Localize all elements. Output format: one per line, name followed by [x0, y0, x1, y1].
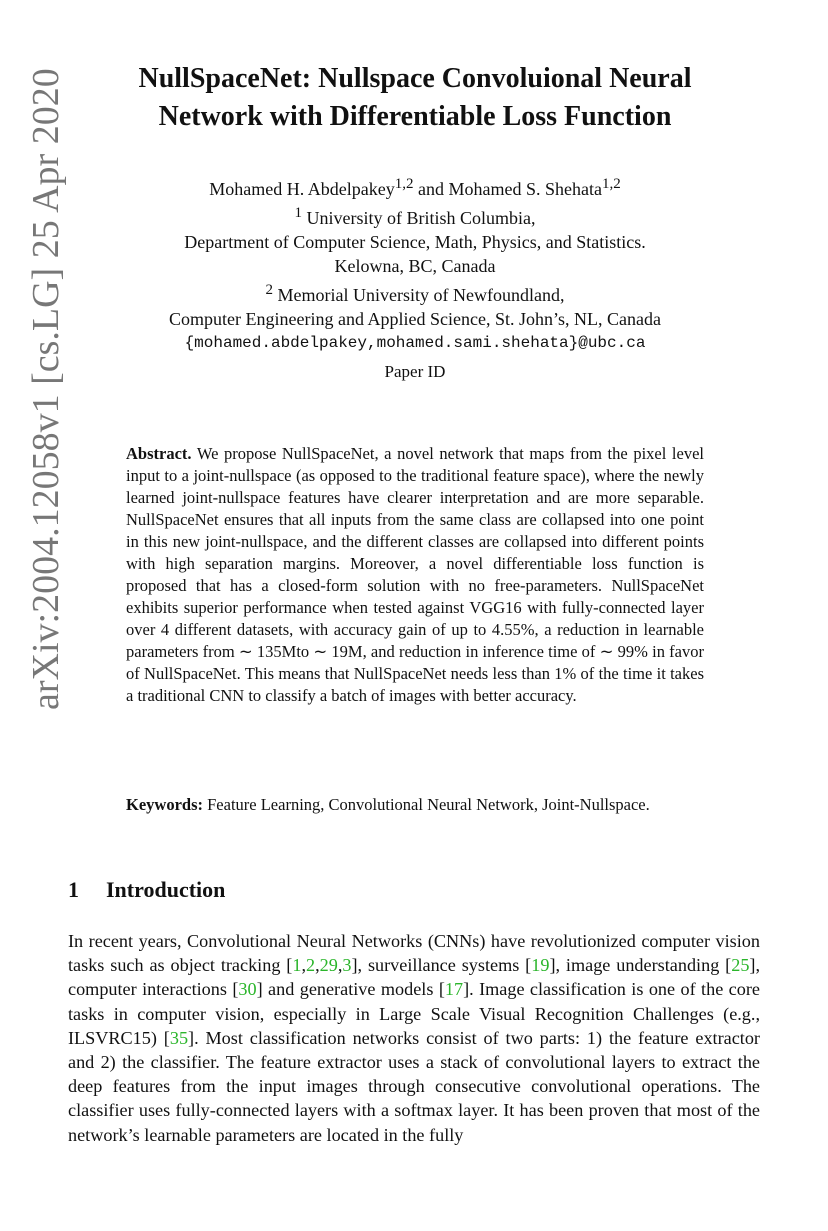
intro-text: ], image understanding [: [549, 955, 732, 976]
affiliation-2: [60, 278, 770, 307]
paper-title: [60, 60, 770, 136]
intro-text: ]. Most classification networks consist of two parts: 1) the feature extractor and 2) the classifier. The feature extractor uses a stack of convolutional layers to extract the deep features from the input images through consecutive convolutional operations. The classifier uses fully-connected layers with a softmax layer. It has been proven that most of the network’s learnable parameters are located in the fully: [68, 1027, 760, 1145]
affiliation-2-mark: 2: [265, 282, 274, 298]
citation-link[interactable]: 30: [238, 979, 257, 1000]
section-number: 1: [68, 877, 79, 902]
affiliation-1: [60, 201, 770, 230]
author-email: {mohamed.abdelpakey,mohamed.sami.shehata}@ubc.ca: [184, 334, 646, 352]
affiliation-2-name: Memorial University of Newfoundland,: [273, 285, 565, 305]
title-line-2: Network with Differentiable Loss Function: [158, 101, 672, 132]
citation-link[interactable]: 25: [731, 955, 750, 976]
keywords-text: Feature Learning, Convolutional Neural Network, Joint-Nullspace.: [203, 795, 650, 814]
author-a-affil: 1,2: [394, 176, 414, 192]
intro-paragraph: In recent years, Convolutional Neural Networks (CNNs) have revolutionized computer vision tasks such as object tracking [1,2,29,3], surveillance systems [19], image understanding [25], computer interactions [30] and generative models [17]. Image classification is one of the core tasks in computer vision, especially in Large Scale Visual Recognition Challenges (e.g., ILSVRC15) [35]. Most classification networks consist of two parts: 1) the feature extractor and 2) the classifier. The feature extractor uses a stack of convolutional layers to extract the deep features from the input images through consecutive convolutional operations. The classifier uses fully-connected layers with a softmax layer. It has been proven that most of the network’s learnable parameters are located in the fully: [68, 931, 761, 1145]
citation-link[interactable]: 3: [342, 955, 352, 976]
affiliation-1-dept: Department of Computer Science, Math, Physics, and Statistics.: [184, 232, 646, 252]
affiliation-1-mark: 1: [294, 205, 302, 221]
abstract-text: We propose NullSpaceNet, a novel network that maps from the pixel level input to a joint-nullspace (as opposed to the traditional feature space), where the newly learned joint-nullspace features have clearer interpretation and are more separable. NullSpaceNet ensures that all inputs from the same class are collapsed into one point in this new joint-nullspace, and the different classes are collapsed into different points with high separation margins. Moreover, a novel differentiable loss function is proposed that has a closed-form solution with no free-parameters. NullSpaceNet exhibits superior performance when tested against VGG16 with fully-connected layer over 4 different datasets, with accuracy gain of up to 4.55%, a reduction in learnable parameters from ∼ 135Mto ∼ 19M, and reduction in inference time of ∼ 99% in favor of NullSpaceNet. This means that NullSpaceNet needs less than 1% of the time it takes a traditional CNN to classify a batch of images with better accuracy.: [126, 444, 704, 705]
citation-link[interactable]: 1: [292, 955, 302, 976]
author-block: [60, 172, 770, 355]
section-heading: [68, 877, 768, 903]
intro-text: ], surveillance systems [: [351, 955, 532, 976]
intro-text: ]. Image classification is one of the core tasks in computer vision, especially in Large Scale Visual Recognition Challenges (e.g., ILSVRC15) [: [68, 979, 760, 1048]
intro-text: In recent years, Convolutional Neural Networks (CNNs) have revolutionized computer vision tasks such as object tracking [: [68, 931, 760, 976]
author-names: [60, 172, 770, 201]
affiliation-1-location: Kelowna, BC, Canada: [334, 256, 496, 276]
author-b: and Mohamed S. Shehata: [413, 179, 602, 199]
abstract-label: Abstract.: [126, 444, 192, 463]
arxiv-identifier: arXiv:2004.12058v1 [cs.LG] 25 Apr 2020: [25, 68, 67, 710]
citation-link[interactable]: 35: [169, 1027, 189, 1048]
citation-link[interactable]: 17: [444, 979, 464, 1000]
citation-link[interactable]: 29: [319, 955, 338, 976]
affiliation-1-name: University of British Columbia,: [302, 208, 536, 228]
affiliation-2-dept: Computer Engineering and Applied Science, St. John’s, NL, Canada: [169, 309, 661, 329]
keywords-label: Keywords:: [126, 795, 203, 814]
citation-link[interactable]: 19: [531, 955, 550, 976]
abstract: [126, 443, 704, 707]
author-b-affil: 1,2: [601, 176, 621, 192]
keywords: [126, 794, 704, 816]
intro-text: ], computer interactions [: [68, 955, 761, 1000]
author-a: Mohamed H. Abdelpakey: [209, 179, 395, 199]
citation-link[interactable]: 2: [306, 955, 316, 976]
title-line-1: NullSpaceNet: Nullspace Convoluional Neural: [138, 63, 692, 94]
intro-text: ] and generative models [: [256, 979, 445, 1000]
paper-id: Paper ID: [384, 362, 446, 381]
section-title: Introduction: [106, 877, 226, 902]
